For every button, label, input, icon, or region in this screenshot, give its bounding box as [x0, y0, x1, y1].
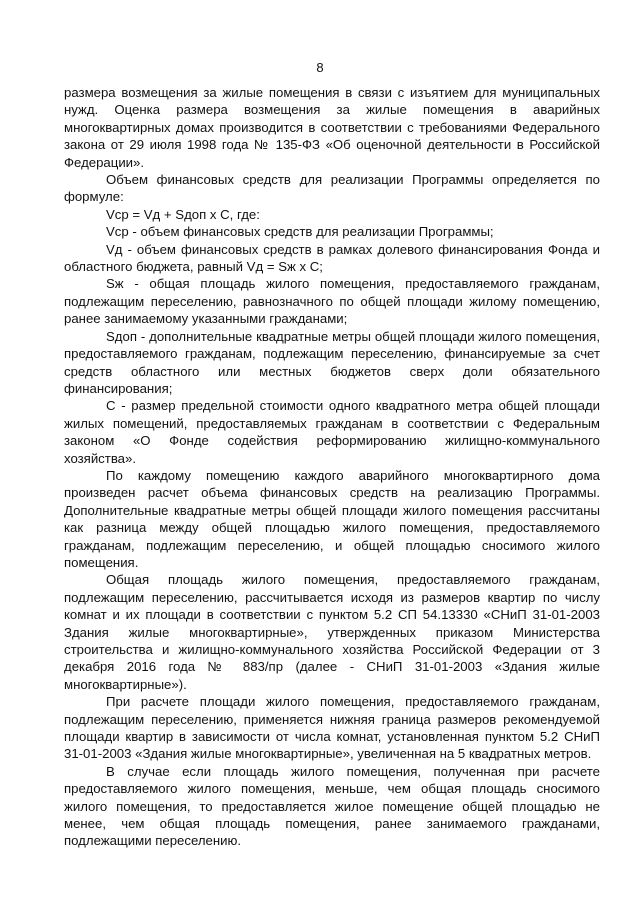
paragraph-funding-formula-intro: Объем финансовых средств для реализации Программы определяется по формуле:	[64, 172, 600, 205]
definition-szh: Sж - общая площадь жилого помещения, предоставляемого гражданам, подлежащим переселению, равнозначного по общей площади жилому помещению, ранее занимаемому указанными гражданами;	[64, 276, 600, 327]
paragraph-compensation-valuation: размера возмещения за жилые помещения в связи с изъятием для муниципальных нужд. Оценка размера возмещения за жилые помещения в аварийных многоквартирных домах производится в соответствии с требованиями Федерального закона от 29 июля 1998 года № 135-ФЗ «Об оценочной деятельности в Российской Федерации».	[64, 85, 600, 170]
paragraph-minimum-area-guarantee: В случае если площадь жилого помещения, полученная при расчете предоставляемого жилого помещения, меньше, чем общая площадь сносимого жилого помещения, то предоставляется жилое помещение общей площадью не менее, чем общая площадь помещения, ранее занимаемого гражданами, подлежащими переселению.	[64, 763, 600, 849]
definition-vsr: Vср - объем финансовых средств для реализации Программы;	[106, 224, 494, 240]
definition-vd: Vд - объем финансовых средств в рамках долевого финансирования Фонда и областного бюджета, равный Vд = Sж х С;	[64, 241, 600, 275]
definition-c: С - размер предельной стоимости одного квадратного метра общей площади жилых помещений, предоставляемых гражданам в соответствии с Федеральным законом «О Фонде содействия реформированию жилищно-коммунального хозяйства».	[64, 398, 600, 466]
definition-sdop: Sдоп - дополнительные квадратные метры общей площади жилого помещения, предоставляемого гражданам, подлежащим переселению, финансируемые за счет средств областного или местных бюджетов сверх доли обязательного финансирования;	[64, 328, 600, 396]
formula-line: Vср = Vд + Sдоп х С, где:	[106, 206, 260, 222]
page-number: 8	[316, 60, 324, 75]
document-body	[64, 84, 600, 850]
paragraph-calculation-per-premises: По каждому помещению каждого аварийного многоквартирного дома произведен расчет объема финансовых средств на реализацию Программы. Дополнительные квадратные метры общей площади жилого помещения рассчитаны как разница между общей площадью жилого помещения, предоставляемого гражданам, подлежащим переселению, и общей площадью сносимого жилого помещения.	[64, 467, 600, 570]
paragraph-total-area-calculation: Общая площадь жилого помещения, предоставляемого гражданам, подлежащим переселению, рассчитывается исходя из размеров квартир по числу комнат и их площади в соответствии с пунктом 5.2 СП 54.13330 «СНиП 31-01-2003 Здания жилые многоквартирные», утвержденных приказом Министерства строительства и жилищно-коммунального хозяйства Российской Федерации от 3 декабря 2016 года № 883/пр (далее - СНиП 31-01-2003 «Здания жилые многоквартирные»).	[64, 572, 600, 692]
paragraph-lower-bound-area: При расчете площади жилого помещения, предоставляемого гражданам, подлежащим переселению, применяется нижняя граница размеров рекомендуемой площади квартир в зависимости от числа комнат, установленная пунктом 5.2 СНиП 31-01-2003 «Здания жилые многоквартирные», увеличенная на 5 квадратных метров.	[64, 694, 600, 762]
